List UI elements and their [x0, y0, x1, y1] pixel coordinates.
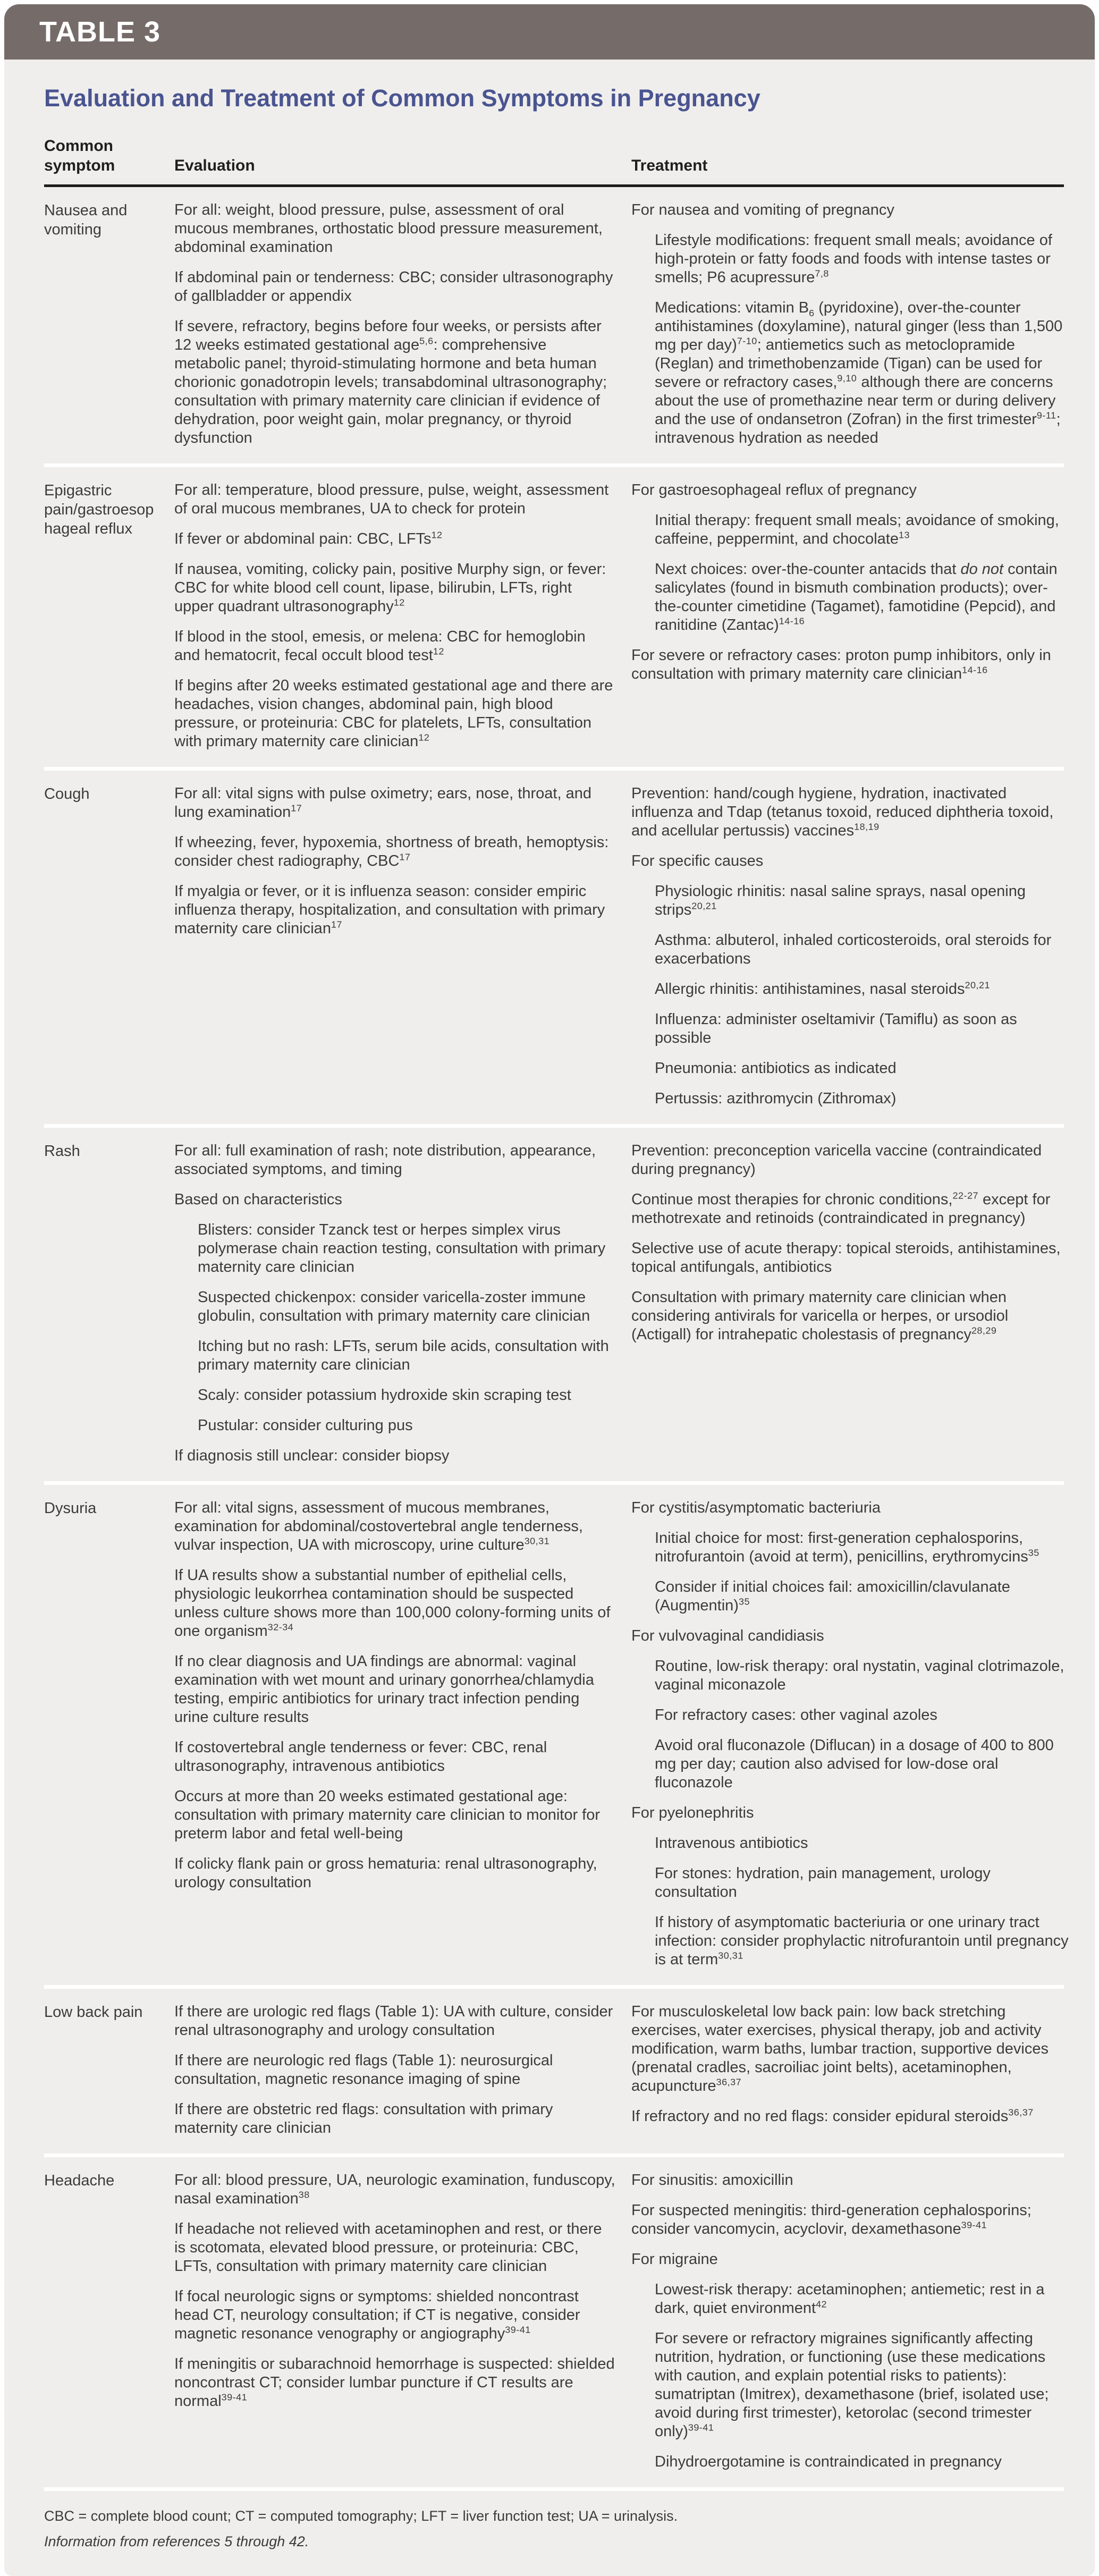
evaluation-cell: [174, 1142, 615, 1465]
treatment-paragraph: Intravenous antibiotics: [655, 1834, 808, 1852]
table-row: [44, 463, 1064, 767]
treatment-paragraph: Consider if initial choices fail: amoxicillin/clavulanate (Augmentin)$^{35}$: [655, 1578, 1010, 1614]
treatment-paragraph: Lowest-risk therapy: acetaminophen; antiemetic; rest in a dark, quiet environment$^{42}$: [655, 2281, 1045, 2317]
treatment-paragraph: If history of asymptomatic bacteriuria or one urinary tract infection: consider prophylactic nitrofurantoin until pregnancy is at term$^{30,31}$: [655, 1913, 1069, 1968]
evaluation-cell: [174, 2003, 615, 2138]
symptom-cell: Headache: [44, 2172, 115, 2189]
symptom-cell: Rash: [44, 1142, 80, 1160]
treatment-paragraph: Next choices: over-the-counter antacids that do not contain salicylates (found in bismuth combination products); over-the-counter cimetidine (Tagamet), famotidine (Pepcid), and ranitidine (Zantac)$^{14-16}$: [655, 560, 1058, 634]
evaluation-paragraph: If blood in the stool, emesis, or melena: CBC for hemoglobin and hematocrit, fecal occult blood test$^{12}$: [174, 628, 586, 664]
evaluation-cell: [174, 784, 615, 1108]
treatment-paragraph: For stones: hydration, pain management, urology consultation: [655, 1864, 991, 1901]
column-header-row: [44, 136, 1064, 187]
table-rows: [4, 187, 1095, 2487]
treatment-cell: [631, 784, 1072, 1108]
evaluation-paragraph: Suspected chickenpox: consider varicella-zoster immune globulin, consultation with primary maternity care clinician: [198, 1288, 590, 1324]
evaluation-paragraph: Based on characteristics: [174, 1190, 342, 1208]
evaluation-paragraph: For all: temperature, blood pressure, pulse, weight, assessment of oral mucous membranes, UA to check for protein: [174, 481, 609, 517]
treatment-paragraph: For severe or refractory cases: proton pump inhibitors, only in consultation with primary maternity care clinician$^{14-16}$: [631, 646, 1051, 682]
evaluation-paragraph: Scaly: consider potassium hydroxide skin scraping test: [198, 1386, 571, 1404]
treatment-paragraph: Lifestyle modifications: frequent small meals; avoidance of high-protein or fatty foods and foods with intense tastes or smells; P6 acupressure$^{7,8}$: [655, 231, 1052, 286]
treatment-paragraph: If refractory and no red flags: consider epidural steroids$^{36,37}$: [631, 2106, 1034, 2125]
symptom-cell: Nausea and vomiting: [44, 201, 128, 238]
treatment-paragraph: For suspected meningitis: third-generation cephalosporins; consider vancomycin, acyclovir, dexamethasone$^{39-41}$: [631, 2201, 1032, 2237]
table-row: [44, 187, 1064, 463]
evaluation-paragraph: Blisters: consider Tzanck test or herpes simplex virus polymerase chain reaction testing, consultation with primary maternity care clinician: [198, 1221, 606, 1276]
treatment-paragraph: Pneumonia: antibiotics as indicated: [655, 1059, 897, 1077]
treatment-paragraph: Allergic rhinitis: antihistamines, nasal steroids$^{20,21}$: [655, 979, 990, 998]
evaluation-paragraph: If diagnosis still unclear: consider biopsy: [174, 1447, 450, 1464]
evaluation-paragraph: If nausea, vomiting, colicky pain, positive Murphy sign, or fever: CBC for white blood cell count, lipase, bilirubin, LFTs, right upper quadrant ultrasonography$^{12}$: [174, 560, 606, 615]
treatment-cell: [631, 201, 1072, 447]
evaluation-paragraph: If there are neurologic red flags (Table 1): neurosurgical consultation, magnetic resonance imaging of spine: [174, 2051, 553, 2088]
treatment-cell: [631, 481, 1072, 751]
table-row: [44, 1985, 1064, 2153]
treatment-paragraph: For specific causes: [631, 852, 764, 869]
footnote-source: Information from references 5 through 42.: [44, 2533, 309, 2549]
evaluation-paragraph: If UA results show a substantial number of epithelial cells, physiologic leukorrhea contamination should be suspected unless culture shows more than 100,000 colony-forming units of one organism$^{32-34}$: [174, 1566, 611, 1640]
treatment-paragraph: Pertussis: azithromycin (Zithromax): [655, 1089, 897, 1107]
treatment-paragraph: Initial therapy: frequent small meals; avoidance of smoking, caffeine, peppermint, and chocolate$^{13}$: [655, 511, 1059, 547]
table-row: [44, 2153, 1064, 2487]
evaluation-paragraph: If there are obstetric red flags: consultation with primary maternity care clinician: [174, 2100, 553, 2136]
treatment-paragraph: Medications: vitamin $B_6$ (pyridoxine), over-the-counter antihistamines (doxylamine), natural ginger (less than 1,500 mg per day)$^{7-10}$; antiemetics such as metoclopramide (Reglan) and trimethobenzamide (Tigan) can be used for severe or refractory cases,$^{9,10}$ although there are concerns about the use of promethazine near term or during delivery and the use of ondansetron (Zofran) in the first trimester$^{9-11}$; intravenous hydration as needed: [655, 299, 1063, 446]
table-body: [4, 60, 1095, 2576]
treatment-cell: [631, 2171, 1072, 2471]
evaluation-paragraph: If abdominal pain or tenderness: CBC; consider ultrasonography of gallbladder or appendix: [174, 268, 613, 305]
treatment-paragraph: For refractory cases: other vaginal azoles: [655, 1706, 937, 1724]
table-card: [0, 4, 1099, 2576]
table-header-bar: [4, 4, 1095, 60]
evaluation-paragraph: For all: vital signs, assessment of mucous membranes, examination for abdominal/costovertebral angle tenderness, vulvar inspection, UA with microscopy, urine culture$^{30,31}$: [174, 1499, 583, 1553]
treatment-paragraph: Prevention: hand/cough hygiene, hydration, inactivated influenza and Tdap (tetanus toxoid, reduced diphtheria toxoid, and acellular pertussis) vaccines$^{18,19}$: [631, 784, 1054, 839]
treatment-paragraph: For cystitis/asymptomatic bacteriuria: [631, 1499, 881, 1516]
evaluation-paragraph: If headache not relieved with acetaminophen and rest, or there is scotomata, elevated blood pressure, or proteinuria: CBC, LFTs, consultation with primary maternity care clinician: [174, 2220, 602, 2275]
evaluation-paragraph: If severe, refractory, begins before four weeks, or persists after 12 weeks estimated gestational age$^{5,6}$: comprehensive metabolic panel; thyroid-stimulating hormone and beta human chorionic gonadotropin levels; transabdominal ultrasonography; consultation with primary maternity care clinician if evidence of dehydration, poor weight gain, molar pregnancy, or thyroid dysfunction: [174, 317, 607, 446]
evaluation-cell: [174, 1499, 615, 1969]
treatment-paragraph: For sinusitis: amoxicillin: [631, 2171, 793, 2189]
treatment-paragraph: For gastroesophageal reflux of pregnancy: [631, 481, 917, 499]
page-title: Evaluation and Treatment of Common Symptoms in Pregnancy: [44, 85, 760, 112]
evaluation-paragraph: For all: vital signs with pulse oximetry; ears, nose, throat, and lung examination$^{17}$: [174, 784, 591, 821]
evaluation-cell: [174, 2171, 615, 2471]
evaluation-cell: [174, 481, 615, 751]
treatment-paragraph: For musculoskeletal low back pain: low back stretching exercises, water exercises, physical therapy, job and activity modification, warm baths, lumbar traction, supportive devices (prenatal cradles, sacroiliac joint belts), acetaminophen, acupuncture$^{36,37}$: [631, 2003, 1049, 2094]
evaluation-paragraph: For all: weight, blood pressure, pulse, assessment of oral mucous membranes, orthostatic blood pressure measurement, abdominal examination: [174, 201, 603, 256]
evaluation-paragraph: Occurs at more than 20 weeks estimated gestational age: consultation with primary maternity care clinician to monitor for preterm labor and fetal well-being: [174, 1787, 601, 1842]
table-row: [44, 1481, 1069, 1985]
table-row: [44, 767, 1064, 1124]
treatment-cell: [631, 1499, 1072, 1969]
treatment-paragraph: Asthma: albuterol, inhaled corticosteroids, oral steroids for exacerbations: [655, 931, 1052, 967]
treatment-paragraph: Dihydroergotamine is contraindicated in pregnancy: [655, 2453, 1002, 2470]
treatment-paragraph: Initial choice for most: first-generation cephalosporins, nitrofurantoin (avoid at term), penicillins, erythromycins$^{35}$: [655, 1529, 1039, 1565]
evaluation-paragraph: If meningitis or subarachnoid hemorrhage is suspected: shielded noncontrast CT; consider lumbar puncture if CT results are normal$^{39-41}$: [174, 2355, 615, 2410]
treatment-paragraph: Prevention: preconception varicella vaccine (contraindicated during pregnancy): [631, 1142, 1042, 1178]
column-header-symptom: Common symptom: [44, 137, 115, 174]
table-label: TABLE 3: [39, 16, 161, 48]
footnote-abbreviations: CBC = complete blood count; CT = computed tomography; LFT = liver function test; UA = urinalysis.: [44, 2507, 678, 2524]
evaluation-paragraph: If begins after 20 weeks estimated gestational age and there are headaches, vision changes, abdominal pain, high blood pressure, or proteinuria: CBC for platelets, LFTs, consultation with primary maternity care clinician$^{12}$: [174, 677, 613, 750]
treatment-paragraph: For severe or refractory migraines significantly affecting nutrition, hydration, or functioning (use these medications with caution, and explain potential risks to patients): sumatriptan (Imitrex), dexamethasone (brief, isolated use; avoid during first trimester), ketorolac (second trimester only)$^{39-41}$: [655, 2329, 1049, 2440]
table-footer: [44, 2487, 1064, 2573]
treatment-paragraph: For vulvovaginal candidiasis: [631, 1627, 824, 1644]
treatment-paragraph: For nausea and vomiting of pregnancy: [631, 201, 894, 218]
treatment-paragraph: Physiologic rhinitis: nasal saline sprays, nasal opening strips$^{20,21}$: [655, 882, 1026, 918]
evaluation-paragraph: If fever or abdominal pain: CBC, LFTs$^{12}$: [174, 529, 443, 547]
treatment-paragraph: Routine, low-risk therapy: oral nystatin, vaginal clotrimazole, vaginal miconazole: [655, 1657, 1064, 1693]
evaluation-paragraph: For all: full examination of rash; note distribution, appearance, associated symptoms, and timing: [174, 1142, 596, 1178]
column-header-treatment: Treatment: [631, 157, 708, 174]
evaluation-paragraph: For all: blood pressure, UA, neurologic examination, funduscopy, nasal examination$^{38}$: [174, 2171, 615, 2207]
evaluation-cell: [174, 201, 615, 447]
evaluation-paragraph: If costovertebral angle tenderness or fever: CBC, renal ultrasonography, intravenous antibiotics: [174, 1738, 547, 1775]
evaluation-paragraph: If myalgia or fever, or it is influenza season: consider empiric influenza therapy, hospitalization, and consultation with primary maternity care clinician$^{17}$: [174, 882, 605, 937]
evaluation-paragraph: If there are urologic red flags (Table 1): UA with culture, consider renal ultrasonography and urology consultation: [174, 2003, 613, 2039]
treatment-cell: [631, 1142, 1072, 1465]
evaluation-paragraph: Itching but no rash: LFTs, serum bile acids, consultation with primary maternity care clinician: [198, 1337, 609, 1373]
evaluation-paragraph: Pustular: consider culturing pus: [198, 1416, 413, 1434]
treatment-cell: [631, 2003, 1072, 2138]
evaluation-paragraph: If colicky flank pain or gross hematuria: renal ultrasonography, urology consultation: [174, 1855, 597, 1891]
symptom-cell: Low back pain: [44, 2003, 143, 2021]
symptom-cell: Cough: [44, 785, 90, 803]
treatment-paragraph: Avoid oral fluconazole (Diflucan) in a dosage of 400 to 800 mg per day; caution also advised for low-dose oral fluconazole: [655, 1736, 1054, 1791]
column-header-evaluation: Evaluation: [174, 157, 255, 174]
treatment-paragraph: Selective use of acute therapy: topical steroids, antihistamines, topical antifungals, antibiotics: [631, 1239, 1061, 1276]
treatment-paragraph: Continue most therapies for chronic conditions,$^{22-27}$ except for methotrexate and retinoids (contraindicated in pregnancy): [631, 1189, 1051, 1227]
table-row: [44, 1124, 1064, 1481]
treatment-paragraph: Consultation with primary maternity care clinician when considering antivirals for varicella or herpes, or ursodiol (Actigall) for intrahepatic cholestasis of pregnancy$^{28,29}$: [631, 1288, 1009, 1343]
symptom-cell: Dysuria: [44, 1499, 97, 1517]
treatment-paragraph: For migraine: [631, 2250, 718, 2268]
symptom-cell: Epigastric pain/gastroesophageal reflux: [44, 482, 154, 537]
treatment-paragraph: Influenza: administer oseltamivir (Tamiflu) as soon as possible: [655, 1010, 1017, 1046]
evaluation-paragraph: If no clear diagnosis and UA findings are abnormal: vaginal examination with wet mount and urinary gonorrhea/chlamydia testing, empiric antibiotics for urinary tract infection pending urine culture results: [174, 1652, 594, 1726]
evaluation-paragraph: If wheezing, fever, hypoxemia, shortness of breath, hemoptysis: consider chest radiography, CBC$^{17}$: [174, 833, 609, 869]
evaluation-paragraph: If focal neurologic signs or symptoms: shielded noncontrast head CT, neurology consultation; if CT is negative, consider magnetic resonance venography or angiography$^{39-41}$: [174, 2287, 580, 2342]
treatment-paragraph: For pyelonephritis: [631, 1804, 754, 1821]
